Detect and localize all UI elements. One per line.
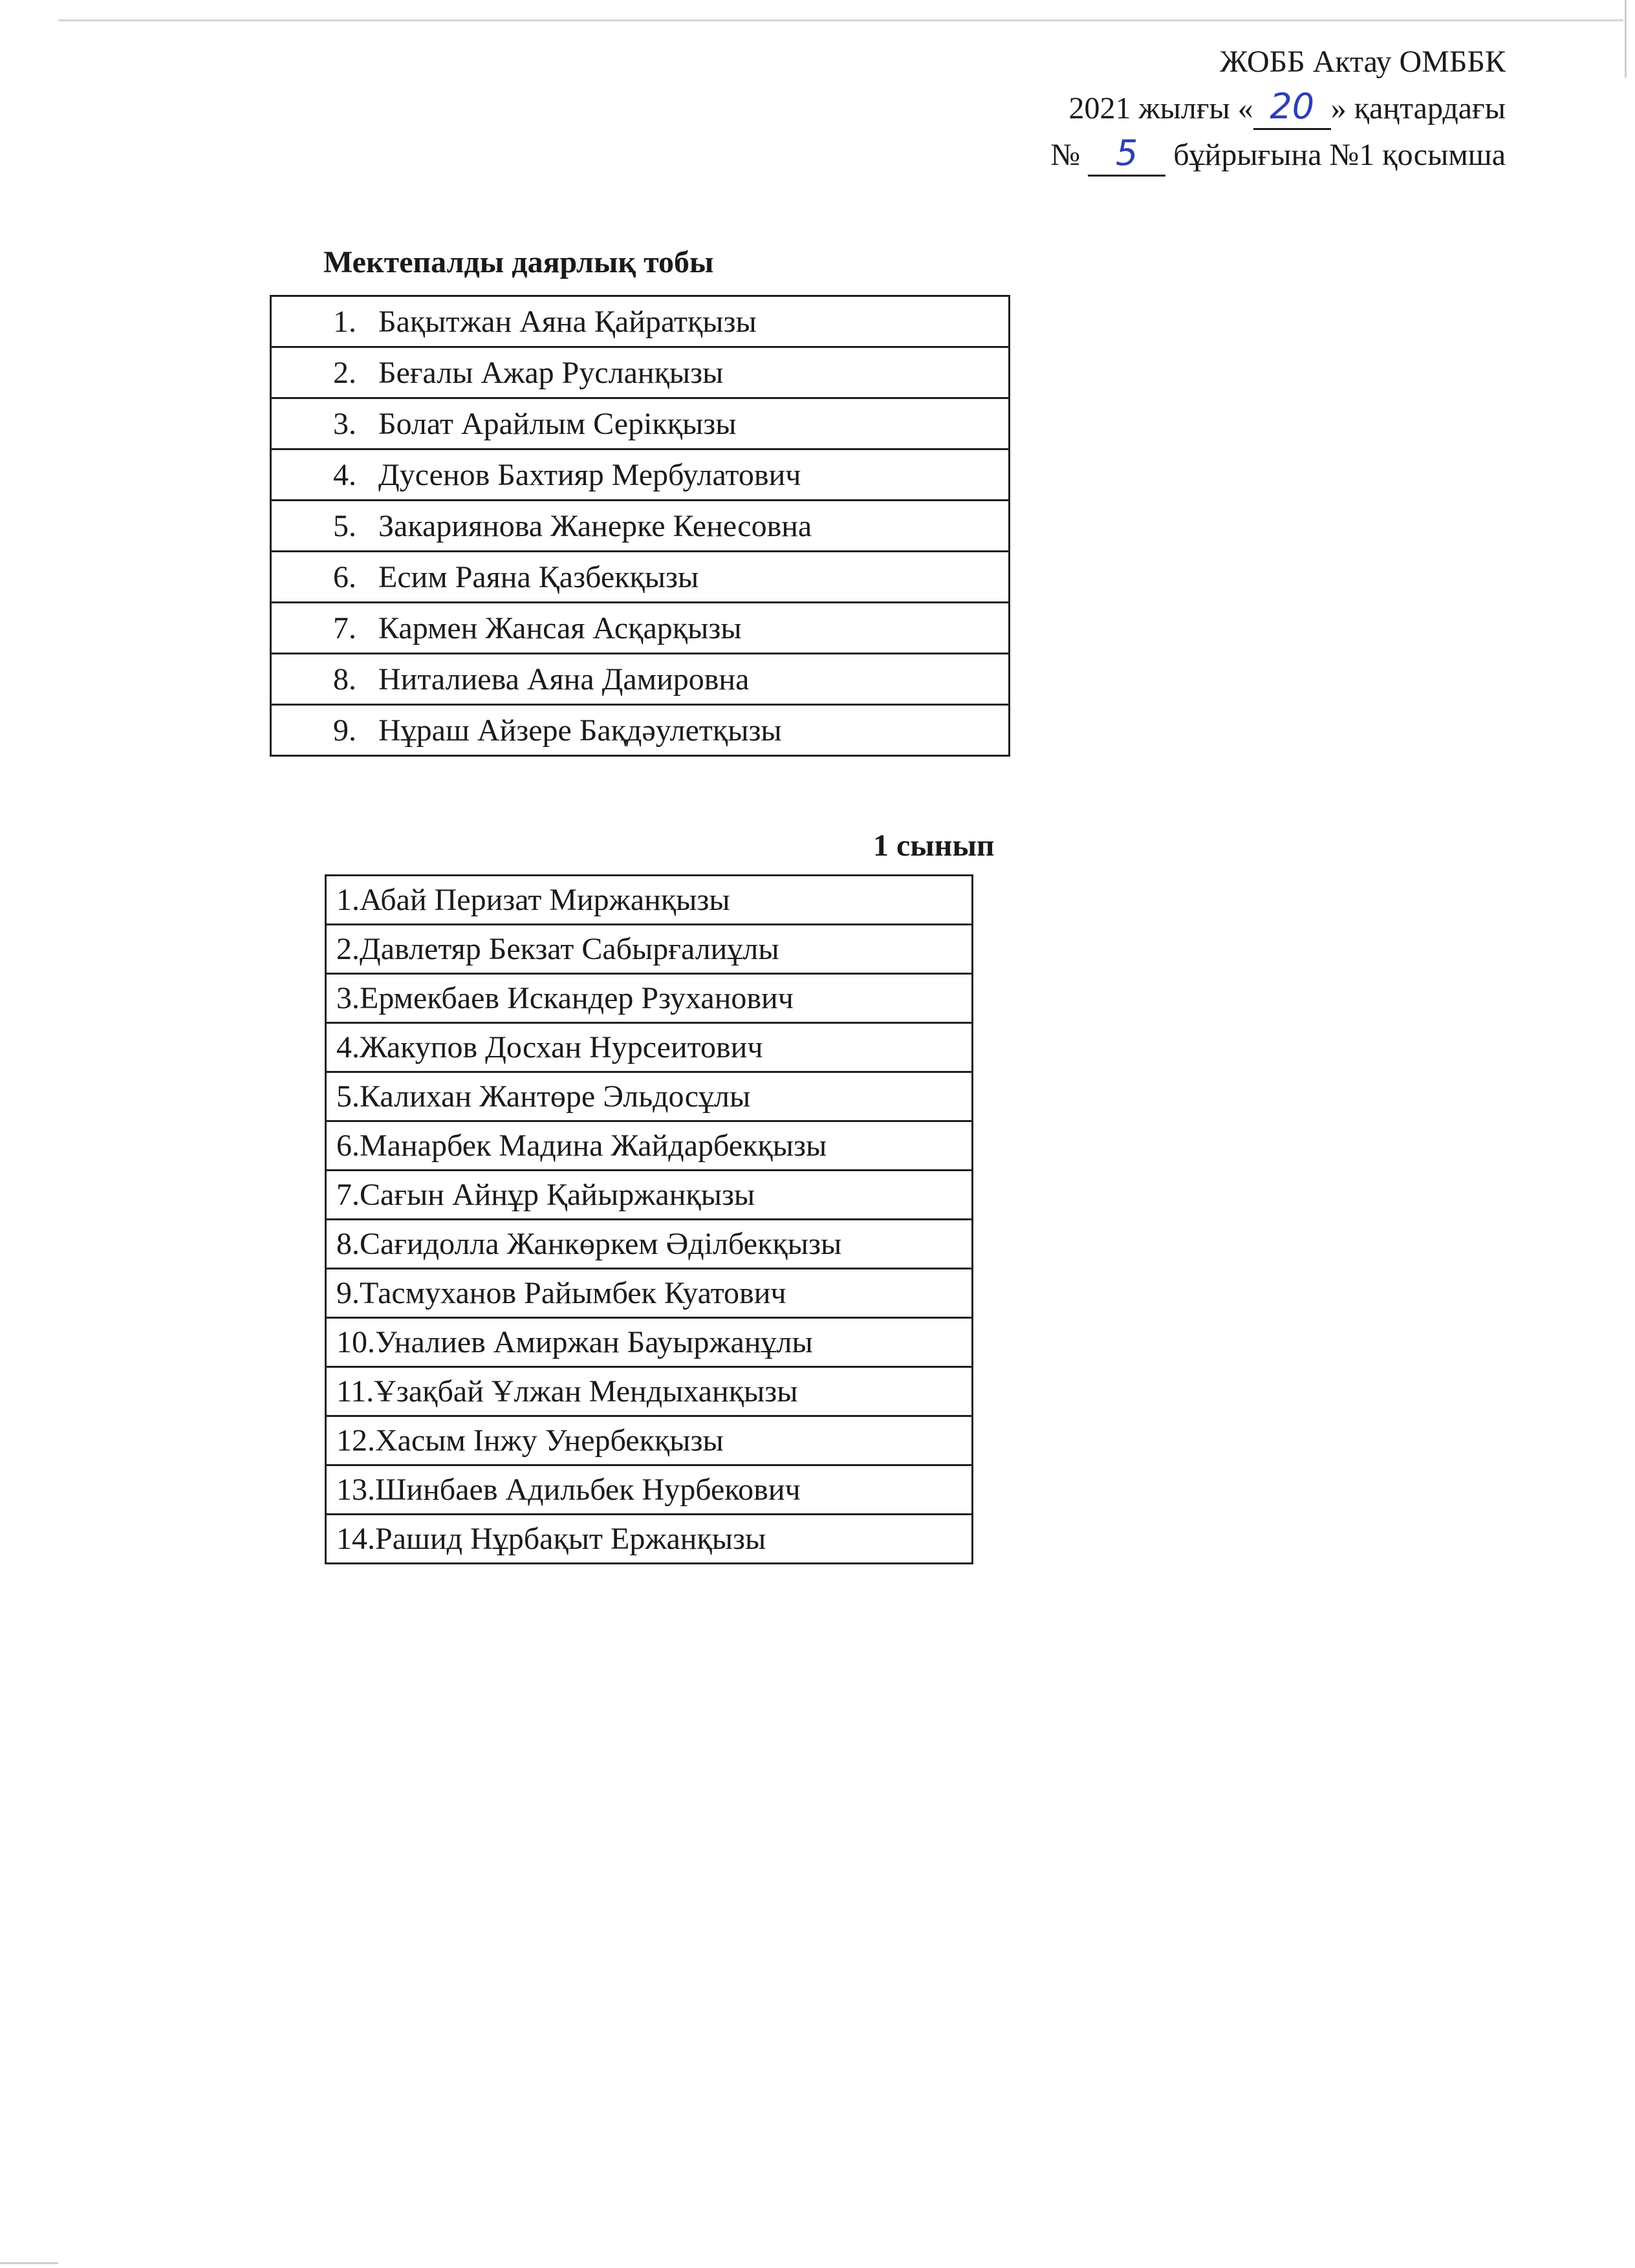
student-name: 2.Давлетяр Бекзат Сабырғалиұлы bbox=[326, 925, 973, 974]
table-row bbox=[271, 449, 1010, 501]
date-suffix: » қаңтардағы bbox=[1330, 91, 1506, 125]
table-row bbox=[271, 552, 1010, 603]
student-name: 10.Уналиев Амиржан Бауыржанұлы bbox=[326, 1318, 973, 1367]
row-number: 4. bbox=[333, 457, 356, 492]
student-cell bbox=[271, 501, 1010, 552]
table-row bbox=[326, 1171, 973, 1220]
grade1-list-table bbox=[325, 874, 973, 1564]
student-cell bbox=[271, 449, 1010, 501]
table-row bbox=[326, 1318, 973, 1367]
section1-title: Мектепалды даярлық тобы bbox=[323, 245, 714, 279]
student-name: Дусенов Бахтияр Мербулатович bbox=[378, 457, 801, 492]
section2-title: 1 сынып bbox=[873, 828, 995, 863]
student-name: Нұраш Айзере Бақдәулетқызы bbox=[378, 713, 782, 748]
student-cell bbox=[271, 398, 1010, 449]
scan-edge bbox=[1625, 0, 1627, 78]
table-row bbox=[326, 1465, 973, 1515]
student-cell bbox=[271, 296, 1010, 347]
table-row bbox=[326, 1515, 973, 1564]
student-name: 5.Калихан Жантөре Эльдосұлы bbox=[326, 1072, 973, 1121]
student-name: 14.Рашид Нұрбақыт Ержанқызы bbox=[326, 1515, 973, 1564]
row-number: 9. bbox=[333, 713, 356, 748]
handwritten-order-number: 5 bbox=[1116, 133, 1138, 173]
row-number: 5. bbox=[333, 508, 356, 543]
student-name: 6.Манарбек Мадина Жайдарбекқызы bbox=[326, 1121, 973, 1171]
student-name: Бақытжан Аяна Қайратқызы bbox=[378, 304, 757, 339]
student-name: Закариянова Жанерке Кенесовна bbox=[378, 508, 812, 543]
row-number: 3. bbox=[333, 406, 356, 441]
student-cell bbox=[271, 347, 1010, 398]
student-name: 11.Ұзақбай Ұлжан Мендыханқызы bbox=[326, 1367, 973, 1416]
table-row bbox=[271, 603, 1010, 654]
table-row bbox=[326, 974, 973, 1023]
date-prefix: 2021 жылғы « bbox=[1068, 91, 1253, 125]
student-name: Кармен Жансая Асқарқызы bbox=[378, 610, 742, 645]
student-name: 12.Хасым Інжу Унербекқызы bbox=[326, 1416, 973, 1465]
order-number-blank bbox=[1088, 134, 1165, 177]
row-number: 1. bbox=[333, 304, 356, 339]
handwritten-day: 20 bbox=[1270, 86, 1315, 127]
student-name: 8.Сағидолла Жанкөркем Әділбекқызы bbox=[326, 1220, 973, 1269]
table-row bbox=[326, 1416, 973, 1465]
scan-edge bbox=[0, 2262, 58, 2264]
header-organization: ЖОББ Актау ОМББК bbox=[1220, 45, 1506, 79]
table-row bbox=[326, 925, 973, 974]
student-name: 4.Жакупов Досхан Нурсеитович bbox=[326, 1023, 973, 1072]
table-row bbox=[326, 876, 973, 925]
student-name: Болат Арайлым Серікқызы bbox=[378, 406, 737, 441]
student-name: 13.Шинбаев Адильбек Нурбекович bbox=[326, 1465, 973, 1515]
table-row bbox=[271, 398, 1010, 449]
student-name: Ниталиева Аяна Дамировна bbox=[378, 662, 750, 697]
order-prefix: № bbox=[1050, 138, 1081, 172]
row-number: 7. bbox=[333, 610, 356, 645]
student-cell bbox=[271, 552, 1010, 603]
row-number: 6. bbox=[333, 559, 356, 594]
scan-edge bbox=[58, 19, 1623, 21]
student-name: 3.Ермекбаев Искандер Рзуханович bbox=[326, 974, 973, 1023]
row-number: 2. bbox=[333, 355, 356, 390]
student-name: 1.Абай Перизат Миржанқызы bbox=[326, 876, 973, 925]
table-row bbox=[271, 705, 1010, 756]
table-row bbox=[326, 1269, 973, 1318]
table-row bbox=[326, 1367, 973, 1416]
student-name: Беғалы Ажар Русланқызы bbox=[378, 355, 724, 390]
table-row bbox=[271, 654, 1010, 705]
student-cell bbox=[271, 603, 1010, 654]
table-row bbox=[326, 1121, 973, 1171]
student-name: 7.Сағын Айнұр Қайыржанқызы bbox=[326, 1171, 973, 1220]
student-cell bbox=[271, 654, 1010, 705]
preschool-list-table bbox=[270, 295, 1010, 757]
date-day-blank bbox=[1253, 87, 1331, 130]
table-row bbox=[271, 296, 1010, 347]
student-name: Есим Раяна Қазбекқызы bbox=[378, 559, 699, 594]
table-row bbox=[271, 501, 1010, 552]
student-cell bbox=[271, 705, 1010, 756]
row-number: 8. bbox=[333, 662, 356, 697]
table-row bbox=[326, 1072, 973, 1121]
table-row bbox=[326, 1023, 973, 1072]
student-name: 9.Тасмуханов Райымбек Куатович bbox=[326, 1269, 973, 1318]
table-row bbox=[271, 347, 1010, 398]
document-header bbox=[1050, 39, 1506, 178]
order-suffix: бұйрығына №1 қосымша bbox=[1173, 138, 1506, 172]
header-order-line bbox=[1050, 132, 1506, 178]
table-row bbox=[326, 1220, 973, 1269]
header-date-line bbox=[1050, 85, 1506, 132]
